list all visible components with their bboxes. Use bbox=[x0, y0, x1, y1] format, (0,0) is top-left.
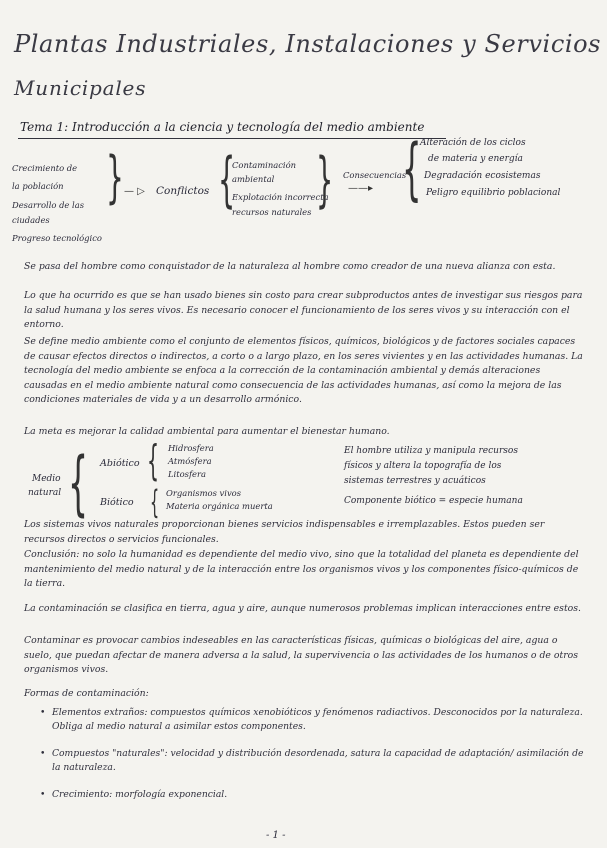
diagram-root: natural bbox=[28, 488, 62, 498]
cause-item: Progreso tecnológico bbox=[12, 233, 102, 243]
pollution-forms-list bbox=[40, 706, 585, 816]
chapter-heading: Tema 1: Introducción a la ciencia y tecnología del medio ambiente bbox=[20, 120, 425, 134]
left-brace-icon: { bbox=[147, 436, 160, 485]
left-brace-icon: { bbox=[218, 145, 236, 215]
conflict-item: Explotación incorrecta bbox=[232, 192, 329, 202]
heading-underline bbox=[18, 138, 446, 139]
left-brace-icon: { bbox=[150, 483, 160, 521]
consequence-item: Alteración de los ciclos bbox=[420, 138, 526, 148]
left-brace-icon: { bbox=[68, 442, 89, 524]
list-item: • Compuestos "naturales": velocidad y distribución desordenada, satura la capacidad de adaptación/ asimilación de la naturaleza. bbox=[40, 747, 585, 774]
abiotic-item: Litosfera bbox=[168, 469, 206, 479]
left-brace-icon: { bbox=[402, 130, 422, 209]
paragraph: Conclusión: no solo la humanidad es dependiente del medio vivo, sino que la totalidad del planeta es dependiente del mantenimiento del medio natural y de la interacción entre los organismos vivos y los componentes físico-químicos de la tierra. bbox=[24, 549, 579, 590]
consequences-label: Consecuencias bbox=[343, 170, 407, 180]
side-note: físicos y altera la topografía de los bbox=[344, 461, 502, 471]
consequence-item: de materia y energía bbox=[428, 154, 523, 164]
paragraph: Se pasa del hombre como conquistador de la naturaleza al hombre como creador de una nueva alianza con esta. bbox=[24, 261, 556, 272]
list-item: • Elementos extraños: compuestos químicos xenobióticos y fenómenos radiactivos. Desconocidos por la naturaleza. Obliga al medio natural a asimilar estos componentes. bbox=[40, 706, 585, 733]
conflict-item: Contaminación bbox=[232, 160, 297, 170]
cause-item: Crecimiento de bbox=[12, 163, 78, 173]
abiotic-item: Atmósfera bbox=[168, 456, 212, 466]
consequence-item: Peligro equilibrio poblacional bbox=[426, 188, 561, 198]
paragraph: Contaminar es provocar cambios indeseables en las características físicas, químicas o biológicas del aire, agua o suelo, que puedan afectar de manera adversa a la salud, la supervivencia o las actividades de los humanos o de otros organismos vivos. bbox=[24, 635, 579, 676]
paragraph: La contaminación se clasifica en tierra, agua y aire, aunque numerosos problemas implican interacciones entre estos. bbox=[24, 603, 582, 614]
cause-item: la población bbox=[12, 181, 64, 191]
section-label: Formas de contaminación: bbox=[24, 688, 149, 699]
biotic-item: Materia orgánica muerta bbox=[166, 501, 273, 511]
paragraph: Lo que ha ocurrido es que se han usado bienes sin costo para crear subproductos antes de investigar sus riesgos para la salud humana y los seres vivos. Es necesario conocer el funcionamiento de los seres vivos y su interacción con el entorno. bbox=[24, 290, 583, 331]
biotic-item: Organismos vivos bbox=[166, 488, 242, 498]
side-note: sistemas terrestres y acuáticos bbox=[344, 476, 486, 486]
abiotic-label: Abiótico bbox=[100, 458, 140, 469]
side-note: El hombre utiliza y manipula recursos bbox=[344, 446, 518, 456]
diagram-root: Medio bbox=[32, 474, 61, 484]
page-title-continuation: Municipales bbox=[14, 76, 147, 100]
abiotic-item: Hidrosfera bbox=[168, 443, 214, 453]
right-brace-icon: } bbox=[316, 145, 334, 215]
consequence-item: Degradación ecosistemas bbox=[424, 171, 541, 181]
paragraph: La meta es mejorar la calidad ambiental para aumentar el bienestar humano. bbox=[24, 426, 390, 437]
page-number: - 1 - bbox=[266, 830, 286, 841]
list-item: • Crecimiento: morfología exponencial. bbox=[40, 788, 585, 802]
biotic-label: Biótico bbox=[100, 497, 134, 508]
cause-item: Desarrollo de las bbox=[12, 200, 85, 210]
right-brace-icon: } bbox=[106, 145, 124, 210]
arrow-right-icon: ——▸ bbox=[348, 183, 374, 194]
conflict-item: recursos naturales bbox=[232, 207, 312, 217]
conflicts-label: Conflictos bbox=[156, 185, 210, 197]
paragraph: Se define medio ambiente como el conjunto de elementos físicos, químicos, biológicos y de factores sociales capaces de causar efectos directos o indirectos, a corto o a largo plazo, en los seres vivientes y en las actividades humanas. La tecnología del medio ambiente se enfoca a la corrección de la contaminación ambiental y demás alteraciones causadas en el medio ambiente natural como consecuencia de las actividades humanas, así como la mejora de las condiciones materiales de vida y a un desarrollo armónico. bbox=[24, 336, 583, 406]
side-note: Componente biótico = especie humana bbox=[344, 496, 523, 506]
conflict-item: ambiental bbox=[232, 174, 275, 184]
page-title: Plantas Industriales, Instalaciones y Servicios bbox=[14, 30, 602, 58]
cause-item: ciudades bbox=[12, 215, 50, 225]
arrow-right-icon: — ▷ bbox=[124, 186, 145, 197]
paragraph: Los sistemas vivos naturales proporcionan bienes servicios indispensables e irremplazables. Estos pueden ser recursos directos o servicios funcionales. bbox=[24, 519, 545, 545]
